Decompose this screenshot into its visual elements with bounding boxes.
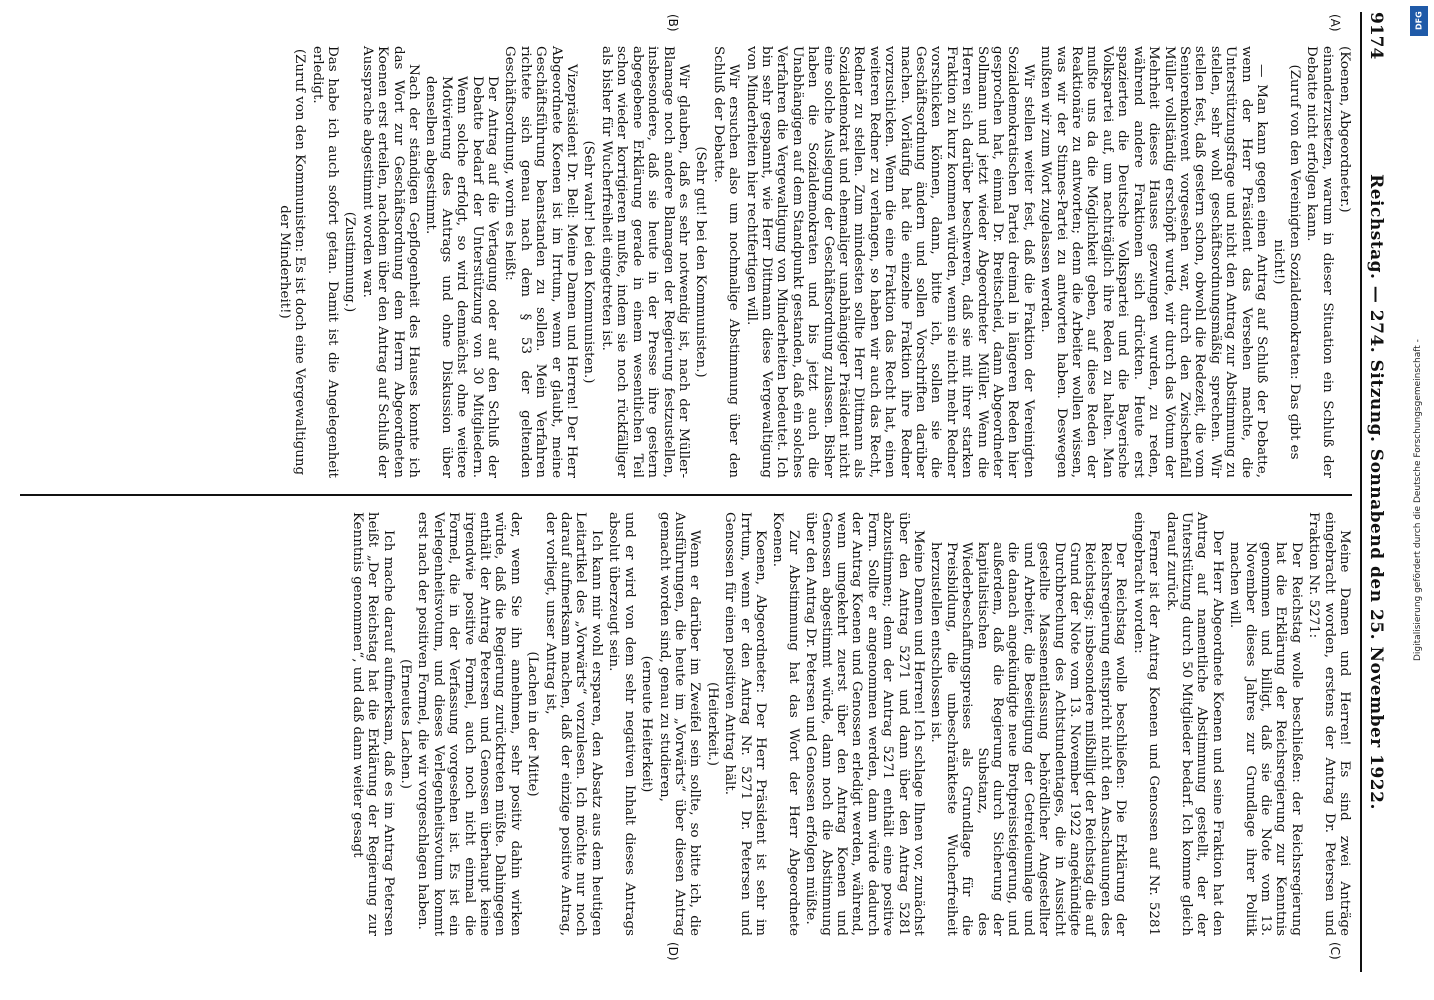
interjection: (Erneutes Lachen.) [398,658,414,790]
interjection: (Sehr wahr! bei den Kommunisten.) [581,140,597,384]
paragraph: Wir ersuchen also um nochmalige Abstimmung über den Schluß der Debatte. [710,46,742,478]
paragraph: Wenn er darüber im Zweifel sein sollte, so bitte ich, die Ausführungen, die heute im „Vorwärts“ über diesen Antrag gemacht worden sind, genau zu studieren, [656,512,703,936]
page-title: Reichstag. — 274. Sitzung. Sonnabend den 25. November 1922. [1366,174,1386,810]
interjection: (Sehr gut! bei den Kommunisten.) [693,146,709,378]
paragraph: Wir glauben, daß es sehr notwendig ist, nach der Müller-Blamage noch andere Blamagen der Regierung festzustellen, insbesondere, daß sie heute in der Presse ihre gestern abgegebene Erklärung gerade in einem wesentlichen Teil schon wieder korrigieren mußte, indem sie noch rückfälliger als bisher für Wucherfreiheit eingetreten ist. [598,46,691,478]
column-divider [20,494,1352,496]
paragraph: Zur Abstimmung hat das Wort der Herr Abgeordnete Koenen. [770,512,801,936]
quote: Der Antrag auf die Vertagung oder auf den Schluß der Debatte bedarf der Unterstützung von 30 Mitgliedern. Wenn solche erfolgt, so wird demnächst ohne weitere Motivierung des Antrags und ohne Diskussion über denselben abgestimmt. [423,76,501,478]
paragraph: Meine Damen und Herren! Ich schlage Ihnen vor, zunächst über den Antrag 5271 und dann über den Antrag 5281 abzustimmen; denn der Antrag 5271 enthält eine positive Form. Sollte er angenommen werden, dann würde dadurch der Antrag Koenen und Genossen erledigt werden, während, wenn umgekehrt zuerst über den Antrag Koenen und Genossen abgestimmt würde, dann noch die Abstimmung über den Antrag Dr. Petersen und Genossen erfolgen müßte. [803,512,927,936]
quote: Der Reichstag wolle beschließen: der Reichsregierung hat die Erklärung der Reichsregierung zur Kenntnis genommen und billigt, daß sie die Note vom 13. November dieses Jahres zur Grundlage ihrer Politik machen will. [1227,542,1304,936]
paragraph: der, wenn Sie ihn annehmen, sehr positiv dahin wirken würde, daß die Regierung zurücktreten müßte. Dahingegen enthält der Antrag Petersen und Genossen überhaupt keine irgendwie positive Formel, auch noch nicht einmal die Formel, die in der Verfassung vorgesehen ist. Es ist ein Verlegenheitsvotum, und dieses Verlegenheitsvotum kommt erst nach der positiven Formel, die wir vorgeschlagen haben. [415,512,523,936]
interjection: (Lachen in der Mitte) [525,651,541,797]
dfg-logo: DFG [1410,6,1428,36]
paragraph: (Koenen, Abgeordneter.) [1337,46,1352,213]
page-header [1360,12,1400,972]
quote: Der Reichstag wolle beschließen: Die Erklärung der Reichsregierung entspricht nicht den Anschauungen des Reichstags; insbesondere mißbilligt der Reichstag die auf Grund der Note vom 13. November 1922 angekündigte Durchbrechung des Achtstundentages, die in Aussicht gestellte Massenentlassung behördlicher Angestellter und Arbeiter, die Beseitigung der Getreideumlage und die danach angekündigte neue Brotpreissteigerung, und außerdem, daß die Regierung durch Sicherung der kapitalistischen Substanz, des Wiederbeschaffungspreises als Grundlage für die Preisbildung, die unbeschränkteste Wucherfreiheit herzustellen entschlossen ist. [928,542,1129,936]
page-number: 9174 [1366,12,1386,60]
paragraph: einanderzusetzen, warum in dieser Situation ein Schluß der Debatte nicht erfolgen kann. [1304,46,1335,478]
paragraph: Ich mache darauf aufmerksam, daß es im Antrag Petersen heißt „Der Reichstag hat die Erklärung der Regierung zur Kenntnis genommen“, und daß dann weiter gesagt [349,512,396,936]
paragraph: Der Herr Abgeordnete Koenen und seine Fraktion hat den Antrag auf namentliche Abstimmung gestellt, der der Unterstützung durch 50 Mitglieder bedarf. Ich komme gleich darauf zurück. [1163,512,1225,936]
paragraph: Wir stellen weiter fest, daß die Fraktion der Vereinigten Sozialdemokratischen Partei dreimal in längeren Reden hier gesprochen hat, einmal Dr. Breitscheid, dann Abgeordneter Sollmann und jetzt wieder Abgeordneter Müller. Wenn die Herren sich darüber beschweren, daß sie mit ihrer starken Fraktion zu kurz kommen würden, wenn sie nicht mehr Redner vorschicken können, dann, bitte ich, sollen sie die Geschäftsordnung ändern und sollen Vorschriften darüber machen. Vorläufig hat die einzelne Fraktion ihre Redner vorzuschicken. Wenn die eine Fraktion das Recht hat, einen weiteren Redner zu verlangen, so haben wir auch das Recht, Redner zu stellen. Zum mindesten sollte Herr Dittmann als Sozialdemokrat und ehemaliger unabhängiger Präsident nicht eine solche Auslegung der Geschäftsordnung zulassen. Bisher haben die Sozialdemokraten und bis jetzt auch die Unabhängigen auf dem Standpunkt gestanden, daß ein solches Verfahren die Vergewaltigung von Minderheiten bedeutet. Ich bin sehr gespannt, wie Herr Dittmann diese Vergewaltigung von Minderheiten hier rechtfertigen will. [743,46,1036,478]
interjection: (erneute Heiterkeit) [639,655,655,793]
rotated-page [0,12,1400,972]
digitization-note: Digitalisierung gefördert durch die Deutsche Forschungsgemeinschaft - [1413,339,1423,661]
paragraph: — Man kann gegen einen Antrag auf Schluß der Debatte, wenn der Herr Präsident das Versehen machte, die Unterstützungsfrage und nicht den Antrag zur Abstimmung zu stellen, sehr wohl geschäftsordnungsmäßig sprechen. Wir stellen fest, daß gestern schon, obwohl die Redezeit, die vom Seniorenkonvent vorgesehen war, durch den Zwischenfall Müller vollständig erschöpft wurde, wir durch das Votum der Mehrheit dieses Hauses gezwungen wurden, zu reden, während andere Fraktionen sich drückten. Heute erst spazierten die Deutsche Volkspartei und die Bayerische Volkspartei auf, um nachträglich ihre Reden zu halten. Man mußte uns da die Möglichkeit geben, auf diese Reden der Reaktionäre zu antworten; denn die Arbeiter wollen wissen, was wir der Stinnes-Partei zu antworten haben. Deswegen mußten wir zum Wort zugelassen werden. [1038,46,1269,478]
paragraph: und er wird von dem sehr negativen Inhalt dieses Antrags absolut überzeugt sein. [606,512,637,936]
paragraph: Das habe ich auch sofort getan. Damit ist die Angelegenheit erledigt. [309,46,340,478]
paragraph: Ich kann mir wohl ersparen, den Absatz aus dem heutigen Leitartikel des „Vorwärts“ vorzulesen. Ich möchte nur noch darauf aufmerksam machen, daß der einzige positive Antrag, der vorliegt, unser Antrag ist, [542,512,604,936]
paragraph: Koenen, Abgeordneter: Der Herr Präsident ist sehr im Irrtum, wenn er den Antrag Nr. 5271 Dr. Petersen und Genossen für einen positiven Antrag hält. [722,512,768,936]
left-column [20,46,1352,478]
paragraph: Ferner ist der Antrag Koenen und Genossen auf Nr. 5281 eingebracht worden: [1130,512,1162,936]
interjection: (Zustimmung.) [342,211,358,313]
margin-marker-d: (D) [666,942,680,961]
interjection: (Zuruf von den Vereinigten Sozialdemokraten: Das gibt es nicht!) [1271,64,1302,460]
margin-marker-a: (A) [1328,14,1342,32]
paragraph: Vizepräsident Dr. Bell: Meine Damen und Herren! Der Herr Abgeordnete Koenen ist im Irrtum, wenn er glaubt, meine Geschäftsführung beanstanden zu sollen. Mein Verfahren richtete sich genau nach dem § 53 der geltenden Geschäftsordnung, worin es heißt: [502,46,580,478]
margin-marker-c: (C) [1328,942,1342,960]
paragraph: Nach der ständigen Gepflogenheit des Hauses konnte ich das Wort zur Geschäftsordnung dem Herrn Abgeordneten Koenen erst erteilen, nachdem über den Antrag auf Schluß der Aussprache abgestimmt worden war. [359,46,422,478]
interjection: (Heiterkeit.) [704,682,720,766]
paragraph: Meine Damen und Herren! Es sind zwei Anträge eingebracht worden, erstens der Antrag Dr. Petersen und Fraktion Nr. 5271: [1306,512,1352,936]
interjection: (Zuruf von den Kommunisten: Es ist doch eine Vergewaltigung der Minderheit!) [276,48,308,476]
margin-marker-b: (B) [666,14,680,32]
right-column [20,512,1352,936]
